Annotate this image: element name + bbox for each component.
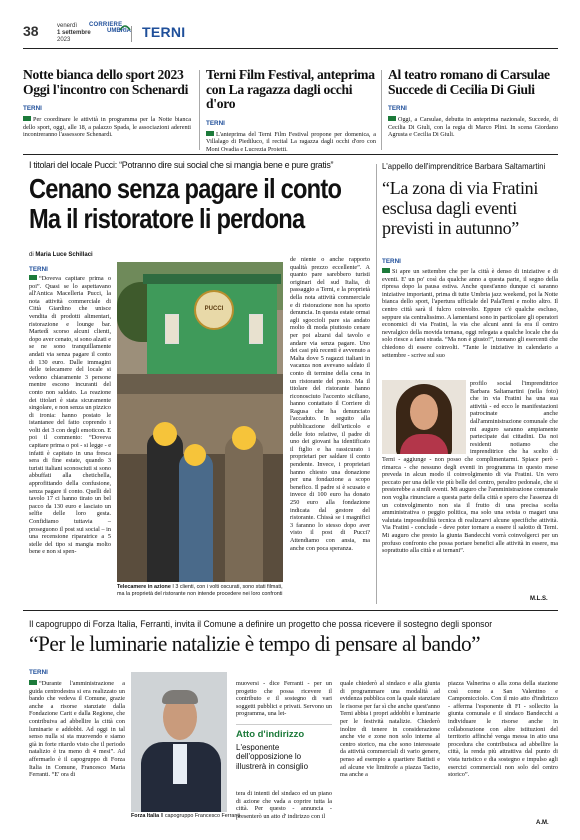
- brief-3-tag: TERNI: [388, 105, 407, 112]
- bottom-box: [236, 724, 332, 784]
- photo-sign: PUCCI: [194, 290, 234, 330]
- side-headline: [382, 178, 558, 238]
- brief-3-text: Oggi, a Carsulae, debutta in anteprima nazionale, Succede, di Cecilia Di Giuli, con la regia di Marco Plini. In scena Giordano Agrusta e Cecilia Di Giuli.: [388, 116, 558, 139]
- masthead-date-text: 1 settembre: [57, 30, 91, 36]
- side-tag: TERNI: [382, 258, 401, 265]
- bottom-col1: “Durante l'amministrazione a guida centrodestra si era realizzato un bando che vedeva il Comune, grazie anche a risorse stanziate dalla Fondazione Carit e dalla Regione, che contribuiva ad abbellire la città con luminarie e addobbi. Ad oggi in tal senso nulla si sta muovendo e siamo già in forte ritardo visto che il periodo natalizio è tra meno di 4 mesi”. Ad affermarlo è il capogruppo di Forza Italia in Comune, Francesco Maria Ferranti. “E' ora di: [29, 680, 125, 779]
- bullet-square-icon: [206, 131, 214, 136]
- section-title: TERNI: [142, 24, 186, 40]
- main-headline-line2: Ma il ristoratore li perdona: [29, 203, 305, 234]
- emoji-face-icon: [232, 426, 256, 450]
- main-rule: [23, 610, 558, 611]
- brief-3-title-line1: Al teatro romano di Carsulae: [388, 67, 550, 82]
- main-kicker: I titolari del locale Pucci: “Potranno dire sui social che si mangia bene e pure gratis”: [29, 160, 334, 171]
- photo-ground: [117, 374, 283, 394]
- side-headline-line3: previsti in autunno”: [382, 218, 519, 238]
- photo-person-1: [147, 432, 183, 582]
- masthead-divider: [131, 26, 132, 42]
- portrait-face: [410, 394, 438, 430]
- side-headline-line2: esclusa dagli eventi: [382, 198, 517, 218]
- bottom-col4: piazza Valnerina o alla zona della stazione così come a San Valentino e Campomicciolo. Con il mio atto d'indirizzo - afferma l'esponente di FI - sollecito la giunta comunale e il sindaco Bandecchi a individuare le risorse anche in collaborazione con altre istituzioni del territorio affinché venga messa in atto una procedura che contribuisca ad abbellire la città, la renda più attrattiva dal punto di vista turistico e dia sostegno e impulso agli esercizi commerciali non solo del centro storico”.: [448, 680, 558, 779]
- brief-1: [23, 68, 193, 139]
- brief-divider-2: [381, 70, 382, 150]
- caption-text: I 3 clienti, con i volti oscurati, sono stati filmati, ma la proprietà del ristorante non intende procedere nei loro confronti: [117, 584, 283, 597]
- byline-author: Maria Luce Schillaci: [35, 252, 93, 258]
- photo-person-3: [225, 436, 263, 582]
- bottom-photo: [131, 672, 227, 812]
- emoji-face-icon: [153, 422, 177, 446]
- bottom-col3: quale chiederò al sindaco e alla giunta di programmare una modalità ad evidenza pubblica con la quale stanziare le risorse per far sì che anche quest'anno Terni abbia i propri addobbi e luminarie per le festività natalizie. Chiederò inoltre di tenere in considerazione anche vie e zone non solo interne al centro storico, ma che sono interessate da attività commerciali di vario genere, penso ad esempio a quartiere Battisti e ad alcune vie limitrofe a piazza Tacito, ma anche a: [340, 680, 440, 779]
- bullet-square-icon: [382, 268, 390, 273]
- side-text-right: profilo social l'imprenditrice Barbara Saltamartini (nella foto) che in via Fratini ha una sua attività - ed ecco le manifestazioni patrocinate anche dall'amministrazione comunale che mi auguro saranno ampiamente partecipate dai cittadini. Da noi residenti notiamo che imprenditrice che ha scelto di: [470, 380, 558, 456]
- side-signature: M.L.S.: [530, 596, 548, 602]
- brief-3: [388, 68, 558, 139]
- bottom-col2-top: muoversi - dice Ferranti - per un progetto che possa ricevere il contributo e il sostegno di vari soggetti pubblici e privati. Servono un programma, una let-: [236, 680, 332, 718]
- bottom-tag: TERNI: [29, 669, 48, 676]
- logo-bottom: UMBRIA: [107, 28, 131, 34]
- logo-top: CORRIERE: [89, 22, 123, 28]
- brief-2-title-line2: con La ragazza dagli occhi d'oro: [206, 81, 353, 111]
- brief-2: [206, 68, 376, 153]
- bottom-signature: A.M.: [536, 820, 549, 826]
- logo-emblem-icon: [119, 22, 131, 31]
- photo-roof: [143, 274, 281, 284]
- box-title: Atto d'indirizzo: [236, 729, 305, 740]
- bottom-photo-caption: [131, 813, 241, 820]
- bottom-col2-bottom: tera di intenti del sindaco ed un piano di azione che vada a coprire tutta la città. Per questo - annuncia - presenterò un atto d' indirizzo con il: [236, 790, 332, 820]
- brief-2-text: L'anteprima del Terni Film Festival propone per domenica, a Villalago di Piediluco, il recital La ragazza dagli occhi d'oro con Moni Ovadia e Lucrezia Proietti.: [206, 130, 376, 153]
- main-col2: de niente o anche rapporto qualità prezzo eccellente”. A quanto pare sarebbero turisti originari del sud Italia, di passaggio a Terni, e la proprietà della nota attività commerciale e di ristorazione non ha sporto denuncia. In questa estate ormai agli sgoccioli pare sia andato molto di moda piuttosto cenare per poi alzarsi dal tavolo e andare via senza pagare. Uno dei casi più recenti è avvenuto a Malta dove 5 ragazzi italiani in vacanza non avevano saldato il conto di termine della cena in un ristorante del posto. Ma il titolare del ristorante hanno riconosciuto l'accento siciliano, hanno contattato il Corriere di Ragusa che ha denunciato l'accaduto. In seguito alla pubblicazione dell'articolo e delle foto relative, il padre di uno dei giovani ha identificato il figlio e ha rassicurato i proprietari per saldare il conto pendente. Invece, i proprietari hanno chiesto una donazione per una fondazione a scopo benefico. Il padre si è scusato e invece di 100 euro ha donato 250 euro alla fondazione indicata dal gestore del ristorante. Chissà se i magnifici 3 faranno lo stesso dopo aver visto il post di Pucci? Attendiamo con ansia, ma anche con poca speranza.: [290, 256, 370, 552]
- main-col1: “Doveva capitare prima o poi”. Quasi se lo aspettavano all'Antica Macelleria Pucci, la nota attività commerciale di Città Giardino che unisce vendita di prodotti alimentari, ristorazione e lounge bar. Martedì scorso alcuni clienti, dopo aver cenato, si sono alzati e se ne sono tranquillamente andati via senza pagare il conto di 130 euro. Dalle immagini delle telecamere del locale si vedono chiaramente 3 persone mentre escono incuranti del conto non saldato. La reazione dei titolari è stata sicuramente singolare, e non senza un pizzico di ironia: hanno postato le istantanee del fatto coprendo i volti dei 3 con degli emoticon. E poi il commento: “Doveva capitare prima o poi - si legge - e infatti è capitato in una fresca sera di fine estate, quando 3 turisti italiani sconosciuti si sono abbuffati alla chetichella, approfittando della confusione, senza pagare il conto. Quelli del tavolo 17 ci hanno tirato un bel pacco da 130 euro e lasciato un selfie delle loro gesta. Confidiamo tuttavia – proseguono il post sui social – in una recensione riparatrice a 5 stelle del tipo si mangia molto bene e non si spen-: [29, 275, 111, 556]
- photo-hair: [162, 690, 198, 704]
- masthead-rule: [23, 48, 558, 49]
- side-text-bottom: Terni - aggiunge - non posso che complimentarmi. Spiace però - rimarca - che nessuno degli eventi in programma in questo mese preveda in alcun modo il coinvolgimento di via Fratini. Un vero peccato per una delle vie più belle del centro, peraltro pedonale, che si presterebbe a simili eventi. Mi auguro che l'amministrazione comunale non voglia rinunciare a questa parte della città e spero che l'assenza di un coinvolgimento non sia il frutto di una precisa scelta amministrativa o peggio politica, ma solo una svista o magari una valutata impossibilità tecnica di realizzarvi alcune specifiche attività. Via Fratini - conclude - deve poter tornare a essere il salotto di Terni. Mi auguro che presto la giunta Bandecchi vorrà coinvolgerci per un profuso confronto che possa portare benefici alle attività in essere, ma soprattutto alla città e ai ternani”.: [382, 456, 558, 555]
- main-headline-line1: Cenano senza pagare il conto: [29, 173, 342, 204]
- main-byline: [29, 252, 93, 258]
- photo-person-2: [179, 452, 213, 582]
- briefs-rule: [23, 154, 558, 155]
- photo-window-2: [249, 314, 263, 344]
- byline-prefix: di: [29, 252, 34, 258]
- main-photo-caption: [117, 584, 287, 597]
- side-divider: [376, 164, 377, 604]
- box-text: L'esponente dell'opposizione lo illustrerà in consiglio: [236, 743, 309, 771]
- masthead-year: 2023: [57, 37, 71, 43]
- side-headline-line1: “La zona di via Fratini: [382, 178, 539, 198]
- bullet-square-icon: [23, 116, 31, 121]
- page-number: 38: [23, 23, 39, 39]
- bottom-headline: “Per le luminarie natalizie è tempo di pensare al bando”: [29, 631, 481, 656]
- bullet-square-icon: [388, 116, 396, 121]
- main-photo: [117, 262, 283, 582]
- bottom-caption-text: Il capogruppo Francesco Ferranti: [160, 813, 241, 819]
- brief-divider-1: [199, 70, 200, 150]
- bullet-square-icon: [29, 275, 37, 280]
- bottom-kicker: Il capogruppo di Forza Italia, Ferranti, invita il Comune a definire un progetto che possa ricevere il sostegno degli sponsor: [29, 618, 493, 629]
- brief-2-title-line1: Terni Film Festival, anteprima: [206, 67, 375, 82]
- main-tag: TERNI: [29, 266, 48, 273]
- brief-1-tag: TERNI: [23, 105, 42, 112]
- bottom-caption-label: Forza Italia: [131, 813, 160, 819]
- brief-1-title-line1: Notte bianca dello sport 2023: [23, 67, 184, 82]
- caption-label: Telecamere in azione: [117, 584, 171, 590]
- side-portrait: [382, 380, 466, 454]
- main-headline: [29, 173, 342, 234]
- masthead-date: [57, 23, 91, 44]
- masthead-logo: [89, 22, 149, 42]
- brief-1-text: Per coordinare le attività in programma per la Notte bianca dello sport, oggi, alle 18, a palazzo Spada, le associazioni aderenti incontreranno l'assessore Schenardi.: [23, 116, 191, 139]
- emoji-face-icon: [184, 444, 206, 466]
- side-kicker: L'appello dell'imprenditrice Barbara Saltamartini: [382, 161, 546, 171]
- brief-2-tag: TERNI: [206, 119, 225, 127]
- bullet-square-icon: [29, 680, 37, 685]
- photo-window-1: [165, 314, 179, 344]
- photo-shirt: [173, 744, 187, 784]
- brief-1-title-line2: Oggi l'incontro con Schenardi: [23, 81, 189, 97]
- masthead-day: venerdì: [57, 23, 78, 29]
- side-text-top: Si apre un settembre che per la città è denso di iniziative e di eventi. E' un po' così da qualche anno a questa parte, il segno della ripresa dopo la pausa estiva. Anche quest'anno dunque ci saranno iniziative importanti, prima di tutte Umbria jazz weekend, poi la Notte bianca dello sport, l'apertura ufficiale del PalaTerni e molto altro. Il centro città sarà il fulcro coinvolto. Eppure c'è qualche escluso, seppure sia centralissimo. A lamentarsi sono in particolare gli operatori economici di via Fratini, la via che alcuni anni fa era il centro nevralgico della movida ternana, oggi relegata a qualche locale che da solo riesce a farsi strada. “Ma non è giusto!”, tuonano gli esercenti che chiedono di essere coinvolti. “Tante le iniziative in calendario a settembre - scrive sul suo: [382, 268, 558, 359]
- brief-3-title-line2: Succede di Cecilia Di Giuli: [388, 81, 535, 97]
